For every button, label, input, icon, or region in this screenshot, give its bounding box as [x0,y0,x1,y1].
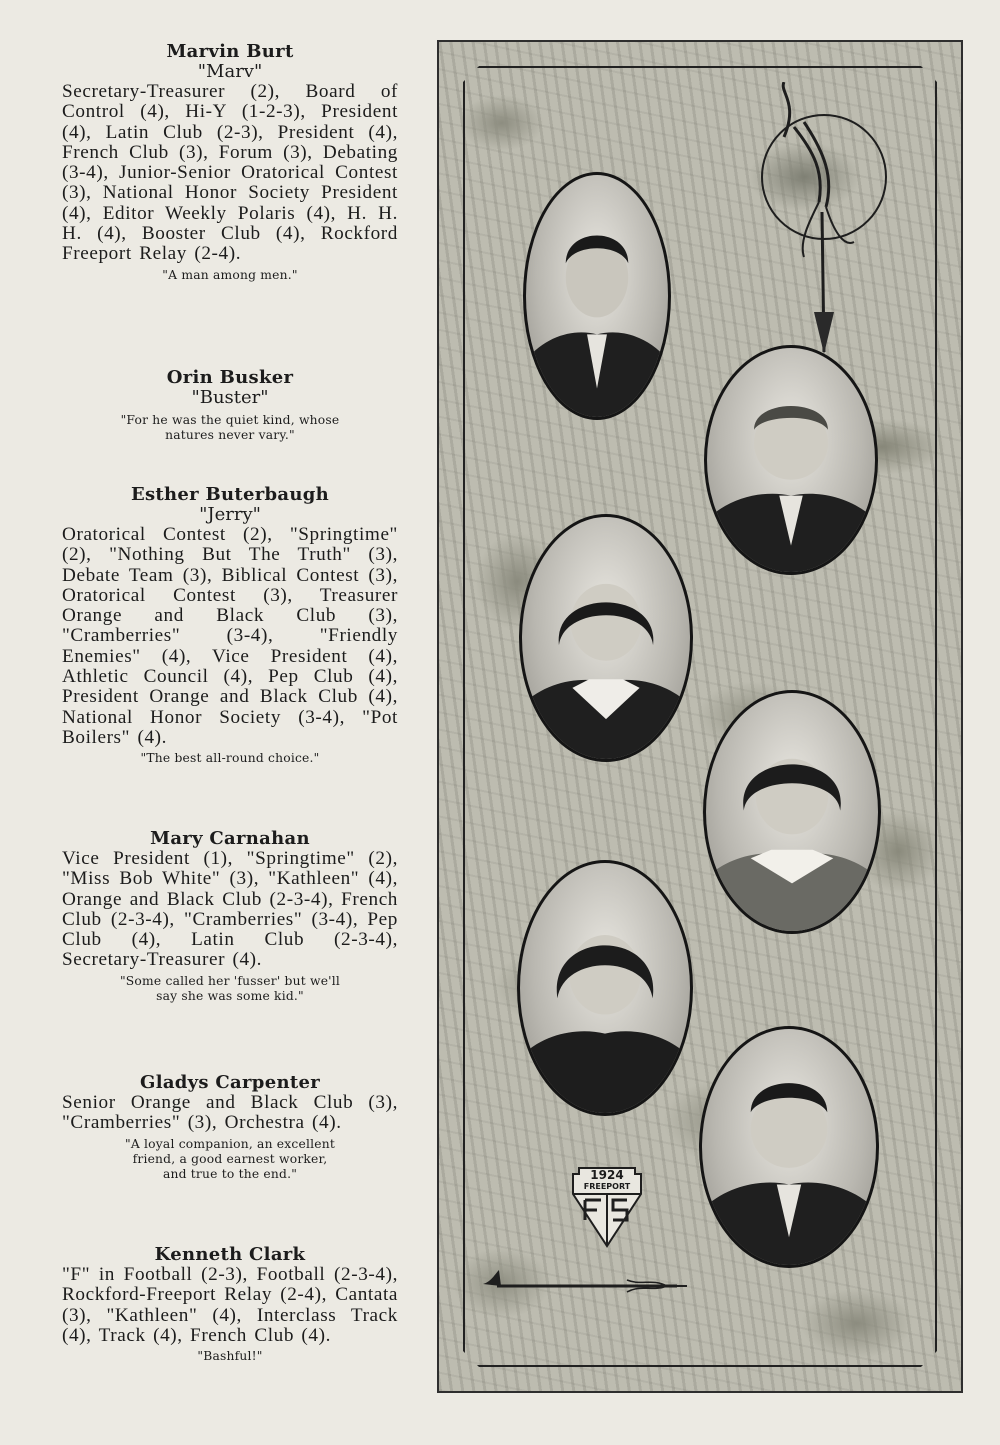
senior-nickname: "Buster" [191,387,269,408]
portrait-photo [704,345,878,575]
senior-name: Esther Buterbaugh [130,484,330,505]
portrait-photo [703,690,881,934]
senior-quote: "The best all-round choice." [140,751,320,766]
pen-ornament-icon [477,1264,689,1312]
senior-entry [62,41,398,283]
senior-name: Mary Carnahan [150,828,310,849]
class-emblem [567,1164,647,1250]
portrait-photo [699,1026,879,1268]
senior-activities: Secretary-Treasurer (2), Board of Control (4), Hi-Y (1-2-3), President (4), Latin Club (2-3), President (4), French Club (3), Forum (3), Debating (3-4), Junior-Senior Oratorical Contest (3), National Honor Society President (4), Editor Weekly Polaris (4), H. H. H. (4), Booster Club (4), Rockford Freeport Relay (2-4). [62,81,398,265]
senior-activities: Oratorical Contest (2), "Springtime" (2), "Nothing But The Truth" (3), Debate Team (3), Biblical Contest (3), Oratorical Contest (3), Treasurer Orange and Black Club (3), "Cramberries" (3-4), "Friendly Enemies" (4), Vice President (4), Athletic Council (4), Pep Club (4), President Orange and Black Club (4), National Honor Society (3-4), "Pot Boilers" (4). [62,524,398,748]
portrait-photo [523,172,671,420]
portrait-photo [517,860,693,1116]
senior-name: Gladys Carpenter [140,1072,320,1093]
senior-activities: "F" in Football (2-3), Football (2-3-4), Rockford-Freeport Relay (2-4), Cantata (3), "Kathleen" (4), Interclass Track (4), Track (4), French Club (4). [62,1264,398,1346]
senior-entry [62,1244,398,1364]
senior-quote: "A loyal companion, an excellent friend, a good earnest worker, and true to the end." [125,1136,335,1181]
senior-entry [62,367,398,443]
tassel-ornament-icon [754,82,894,362]
senior-activities: Vice President (1), "Springtime" (2), "Miss Bob White" (3), "Kathleen" (4), Orange and Black Club (2-3-4), French Club (2-3-4), "Cramberries" (3-4), Pep Club (4), Latin Club (2-3-4), Secretary-Treasurer (4). [62,848,398,971]
senior-quote: "Bashful!" [197,1349,263,1364]
senior-activities: Senior Orange and Black Club (3), "Cramberries" (3), Orchestra (4). [62,1092,398,1134]
portrait-photo [519,514,693,762]
senior-entry [62,484,398,766]
senior-nickname: "Marv" [197,61,263,82]
senior-name: Marvin Burt [166,41,294,62]
senior-entry [62,828,398,1004]
senior-entry [62,1072,398,1182]
senior-nickname: "Jerry" [199,504,261,525]
emblem-year: 1924 [590,1168,624,1182]
portrait-panel [437,40,963,1393]
senior-quote: "For he was the quiet kind, whose natures never vary." [120,413,340,442]
emblem-school: FREEPORT [583,1182,631,1191]
senior-name: Orin Busker [166,367,294,388]
senior-quote: "Some called her 'fusser' but we'll say she was some kid." [119,973,341,1003]
senior-quote: "A man among men." [162,267,298,282]
senior-name: Kenneth Clark [154,1244,306,1265]
